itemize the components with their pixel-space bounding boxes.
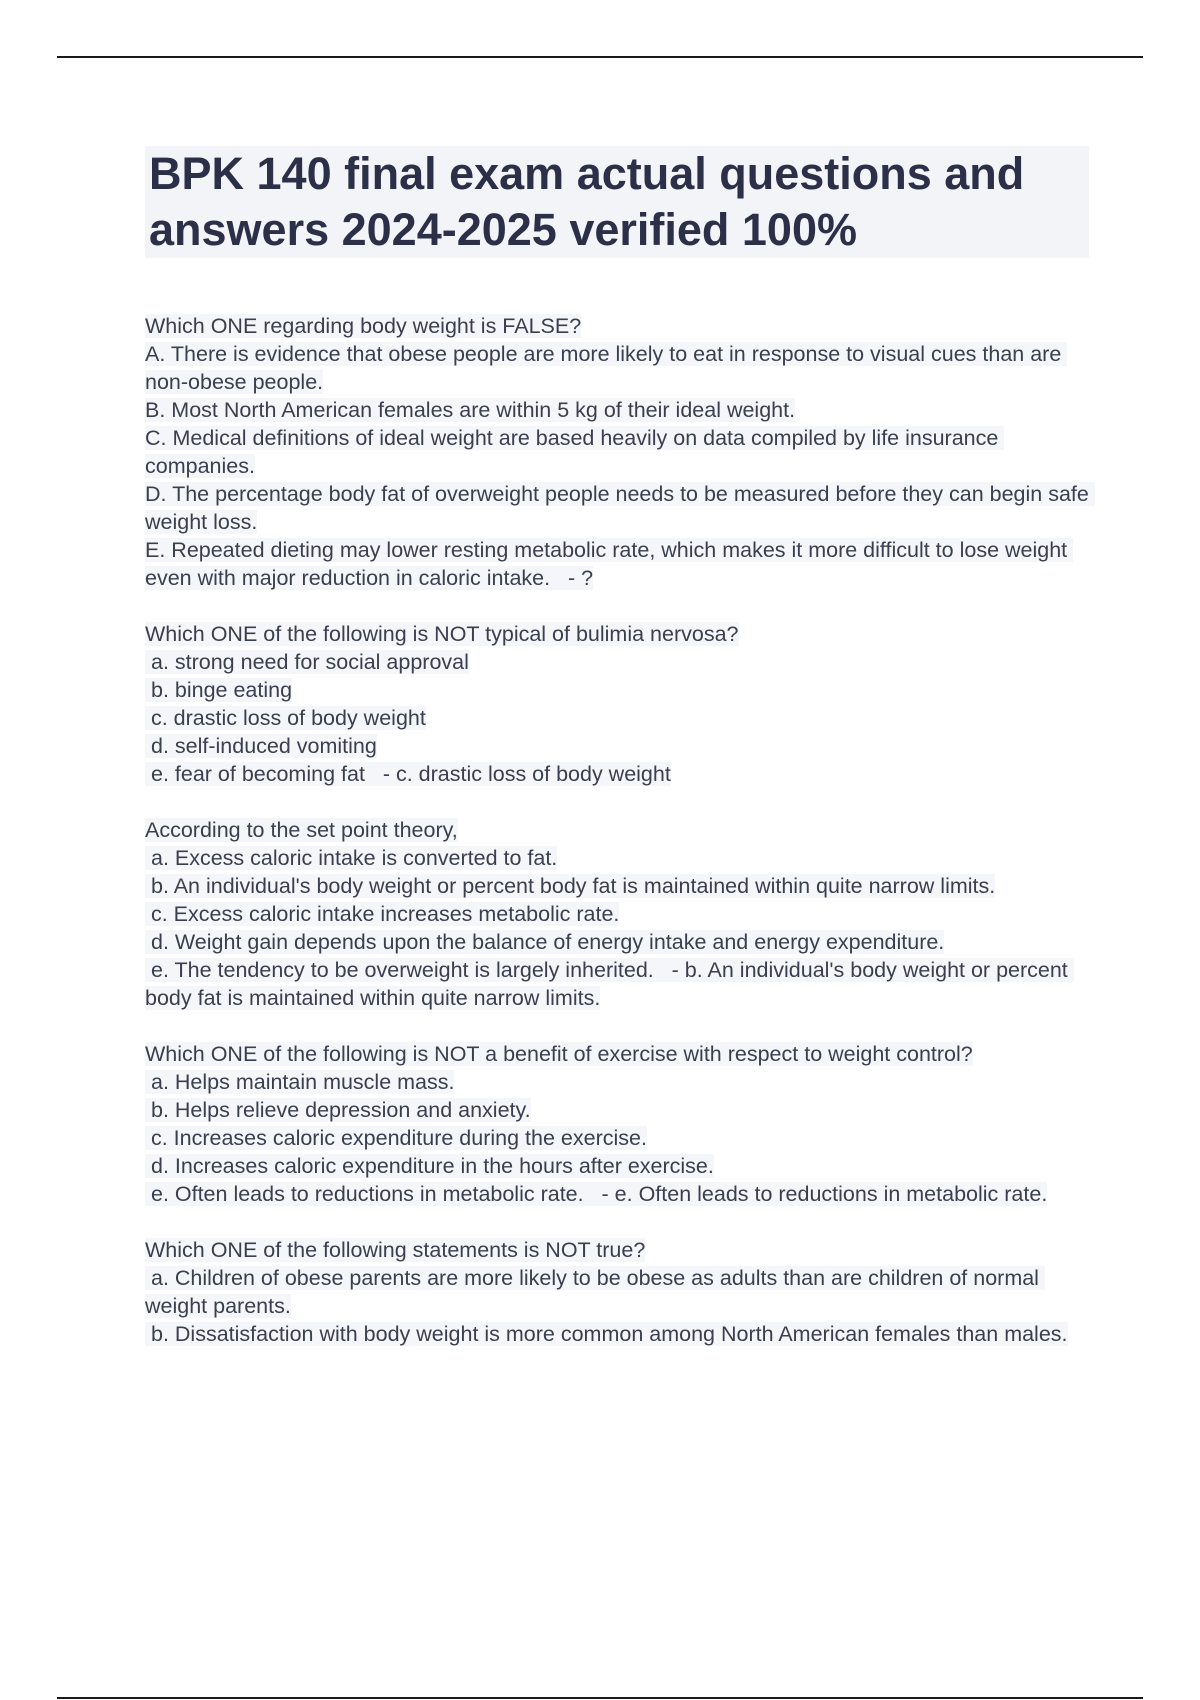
- title-block: [145, 146, 1089, 258]
- answer-option: A. There is evidence that obese people are more likely to eat in response to visual cues than are non-obese people.: [145, 342, 1068, 394]
- document-title: BPK 140 final exam actual questions and answers 2024-2025 verified 100%: [149, 148, 1025, 255]
- question-block: [145, 1040, 1089, 1208]
- answer-option: d. Increases caloric expenditure in the hours after exercise.: [145, 1154, 714, 1178]
- question-text: Which ONE of the following is NOT a benefit of exercise with respect to weight control?: [145, 1042, 973, 1066]
- question-text: Which ONE of the following statements is NOT true?: [145, 1238, 646, 1262]
- question-text: According to the set point theory,: [145, 818, 458, 842]
- question-text: Which ONE of the following is NOT typical of bulimia nervosa?: [145, 622, 739, 646]
- question-block: [145, 1236, 1089, 1348]
- answer-option: E. Repeated dieting may lower resting metabolic rate, which makes it more difficult to lose weight even with major reduction in caloric intake. - ?: [145, 538, 1074, 590]
- document-body: [145, 312, 1095, 1376]
- answer-option: b. An individual's body weight or percent body fat is maintained within quite narrow limits.: [145, 874, 996, 898]
- answer-option: a. Children of obese parents are more likely to be obese as adults than are children of normal weight parents.: [145, 1266, 1045, 1318]
- answer-option: e. The tendency to be overweight is largely inherited. - b. An individual's body weight or percent body fat is maintained within quite narrow limits.: [145, 958, 1074, 1010]
- footer-rule: [57, 1697, 1143, 1699]
- answer-option: d. self-induced vomiting: [145, 734, 377, 758]
- answer-option: a. Excess caloric intake is converted to fat.: [145, 846, 558, 870]
- answer-option: c. Excess caloric intake increases metabolic rate.: [145, 902, 620, 926]
- answer-option: b. Helps relieve depression and anxiety.: [145, 1098, 531, 1122]
- answer-option: a. Helps maintain muscle mass.: [145, 1070, 455, 1094]
- answer-option: a. strong need for social approval: [145, 650, 469, 674]
- question-block: [145, 620, 1089, 788]
- answer-option: b. Dissatisfaction with body weight is more common among North American females than males.: [145, 1322, 1068, 1346]
- answer-option: c. drastic loss of body weight: [145, 706, 426, 730]
- answer-option: D. The percentage body fat of overweight people needs to be measured before they can begin safe weight loss.: [145, 482, 1095, 534]
- question-block: [145, 816, 1089, 1012]
- answer-option: d. Weight gain depends upon the balance of energy intake and energy expenditure.: [145, 930, 945, 954]
- question-text: Which ONE regarding body weight is FALSE?: [145, 314, 582, 338]
- answer-option: e. Often leads to reductions in metabolic rate. - e. Often leads to reductions in metabolic rate.: [145, 1182, 1048, 1206]
- answer-option: e. fear of becoming fat - c. drastic loss of body weight: [145, 762, 671, 786]
- question-block: [145, 312, 1095, 592]
- answer-option: B. Most North American females are within 5 kg of their ideal weight.: [145, 398, 796, 422]
- answer-option: b. binge eating: [145, 678, 293, 702]
- answer-option: c. Increases caloric expenditure during the exercise.: [145, 1126, 647, 1150]
- header-rule: [57, 56, 1143, 58]
- answer-option: C. Medical definitions of ideal weight are based heavily on data compiled by life insurance companies.: [145, 426, 1005, 478]
